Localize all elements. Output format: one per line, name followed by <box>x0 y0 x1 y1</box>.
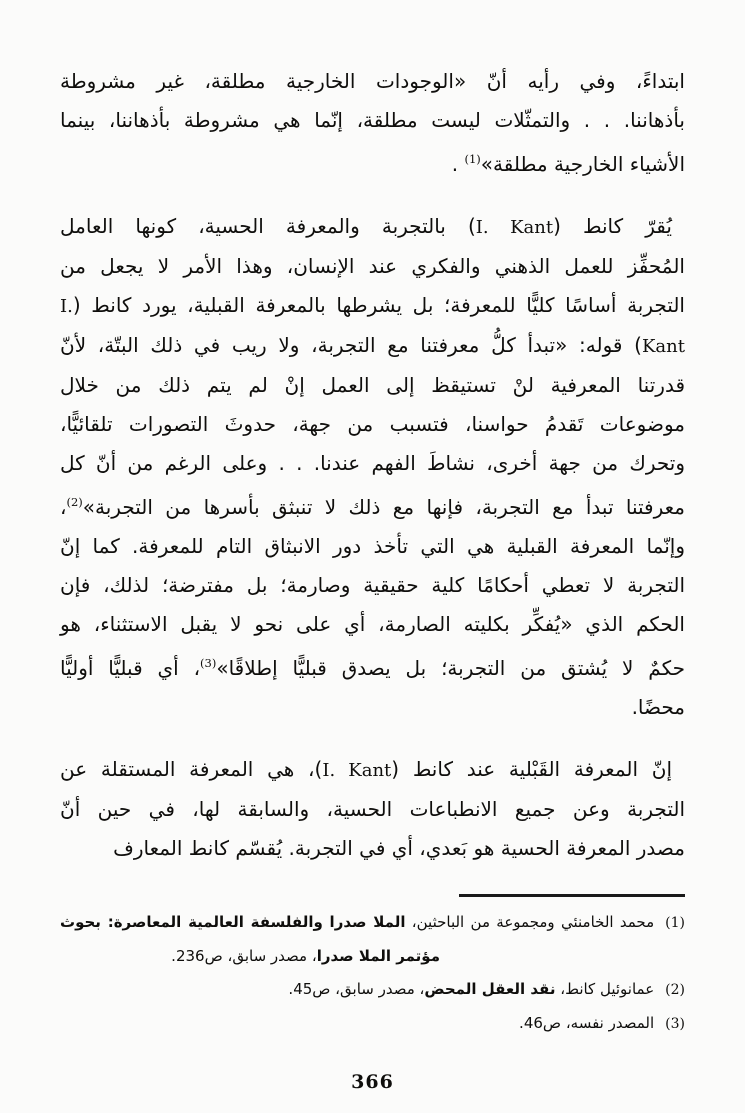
arabic-text: معرفتنا تبدأ مع التجربة، فإنها مع ذلك لا تنبثق بأسرها من التجربة» <box>82 495 685 519</box>
arabic-text: ابتداءً، وفي رأيه أنّ «الوجودات الخارجية مطلقة، غير مشروطة <box>60 69 685 93</box>
arabic-text: . <box>451 152 465 176</box>
arabic-text: يُقرّ كانط ( <box>553 214 672 238</box>
footnote-line <box>60 1007 685 1041</box>
footnote <box>60 973 685 1007</box>
text-line <box>60 101 685 140</box>
arabic-text: قدرتنا المعرفية لنْ تستيقظ إلى العمل إنْ لم يتم ذلك من خلال <box>60 373 685 397</box>
arabic-text: موضوعات تَقدمُ حواسنا، فتسبب من جهة، حدوثَ التصورات تلقائيًّا، <box>60 412 685 436</box>
footnotes <box>60 906 685 1041</box>
arabic-text: مصدر المعرفة الحسية هو بَعدي، أي في التجربة. يُقسّم كانط المعارف <box>113 836 685 860</box>
arabic-text: عمانوئيل كانط، <box>555 979 655 998</box>
text-line <box>60 527 685 566</box>
arabic-text: وإنّما المعرفة القبلية هي التي تأخذ دور الانبثاق التام للمعرفة. كما إنّ <box>60 534 685 558</box>
text-line <box>60 688 685 727</box>
footnote-ref: (1) <box>464 152 481 166</box>
arabic-text: الملا صدرا والفلسفة العالمية المعاصرة: بحوث <box>60 912 406 931</box>
text-line <box>60 207 685 247</box>
arabic-text: المُحفِّز للعمل الذهني والفكري عند الإنسان، وهذا الأمر لا يجعل من <box>60 254 685 278</box>
arabic-text: التجربة وعن جميع الانطباعات الحسية، والسابقة لها، في حين أنّ <box>60 797 685 821</box>
footnote-line <box>60 940 685 973</box>
text-line <box>60 444 685 483</box>
footnote-marker: (2) <box>665 981 685 998</box>
footnote <box>60 1007 685 1041</box>
footnote-ref: (2) <box>66 495 83 509</box>
arabic-text: ، أي قبليًّا أوليًّا <box>60 656 201 680</box>
arabic-text: نقد العقل المحض <box>424 979 556 998</box>
paragraph <box>60 207 685 727</box>
paragraph <box>60 750 685 868</box>
footnote-ref: (3) <box>200 656 217 670</box>
paragraph <box>60 62 685 184</box>
text-line <box>60 644 685 688</box>
latin-text: I. Kant <box>322 760 392 781</box>
latin-text: Kant <box>641 336 685 357</box>
arabic-text: وتحرك من جهة أخرى، نشاطَ الفهم عندنا. . . وعلى الرغم من أنّ كل <box>60 451 685 475</box>
text-line <box>60 247 685 286</box>
arabic-text: محضًا. <box>631 695 685 719</box>
text-line <box>60 750 685 790</box>
footnote-line <box>60 973 685 1007</box>
body-text <box>60 62 685 868</box>
arabic-text: ) بالتجربة والمعرفة الحسية، كونها العامل <box>60 214 476 238</box>
latin-text: I. <box>60 296 73 317</box>
arabic-text: التجربة أساسًا كليًّا للمعرفة؛ بل يشرطها بالمعرفة القبلية، يورد كانط ( <box>72 293 685 317</box>
text-line <box>60 790 685 829</box>
text-line <box>60 286 685 326</box>
text-line <box>60 140 685 184</box>
arabic-text: بأذهاننا. . . والتمثّلات ليست مطلقة، إنّما هي مشروطة بأذهاننا، بينما <box>60 108 685 132</box>
arabic-text: ، مصدر سابق، ص45. <box>288 979 425 998</box>
arabic-text: التجربة لا تعطي أحكامًا كلية حقيقية وصارمة؛ بل مفترضة؛ لذلك، فإن <box>60 573 685 597</box>
footnote-marker: (3) <box>665 1015 685 1032</box>
footnote-marker: (1) <box>665 914 685 931</box>
text-line <box>60 566 685 605</box>
page-number: 366 <box>351 1070 394 1093</box>
arabic-text: المصدر نفسه، ص46. <box>519 1013 655 1032</box>
arabic-text: مؤتمر الملا صدرا <box>316 946 440 965</box>
arabic-text: )، هي المعرفة المستقلة عن <box>60 757 323 781</box>
arabic-text: الحكم الذي «يُفكِّر بكليته الصارمة، أي على نحو لا يقبل الاستثناء، هو <box>60 612 685 636</box>
text-line <box>60 62 685 101</box>
text-line <box>60 829 685 868</box>
arabic-text: إنّ المعرفة القَبْلية عند كانط ( <box>391 757 673 781</box>
text-line <box>60 483 685 527</box>
text-line <box>60 605 685 644</box>
arabic-text: الأشياء الخارجية مطلقة» <box>480 152 685 176</box>
arabic-text: محمد الخامنئي ومجموعة من الباحثين، <box>405 912 655 931</box>
arabic-text: ) قوله: «تبدأ كلُّ معرفتنا مع التجربة، ولا ريب في ذلك البتّة، لأنّ <box>60 333 642 357</box>
text-line <box>60 326 685 366</box>
text-line <box>60 405 685 444</box>
arabic-text: حكمٌ لا يُشتق من التجربة؛ بل يصدق قبليًّا إطلاقًا» <box>216 656 685 680</box>
arabic-text: ، مصدر سابق، ص236. <box>171 946 317 965</box>
text-line <box>60 366 685 405</box>
arabic-text: ، <box>60 495 67 519</box>
footnote-line <box>60 906 685 940</box>
latin-text: I. Kant <box>475 217 554 238</box>
footnote-separator <box>459 894 685 897</box>
footnote <box>60 906 685 973</box>
book-page <box>60 0 685 1093</box>
